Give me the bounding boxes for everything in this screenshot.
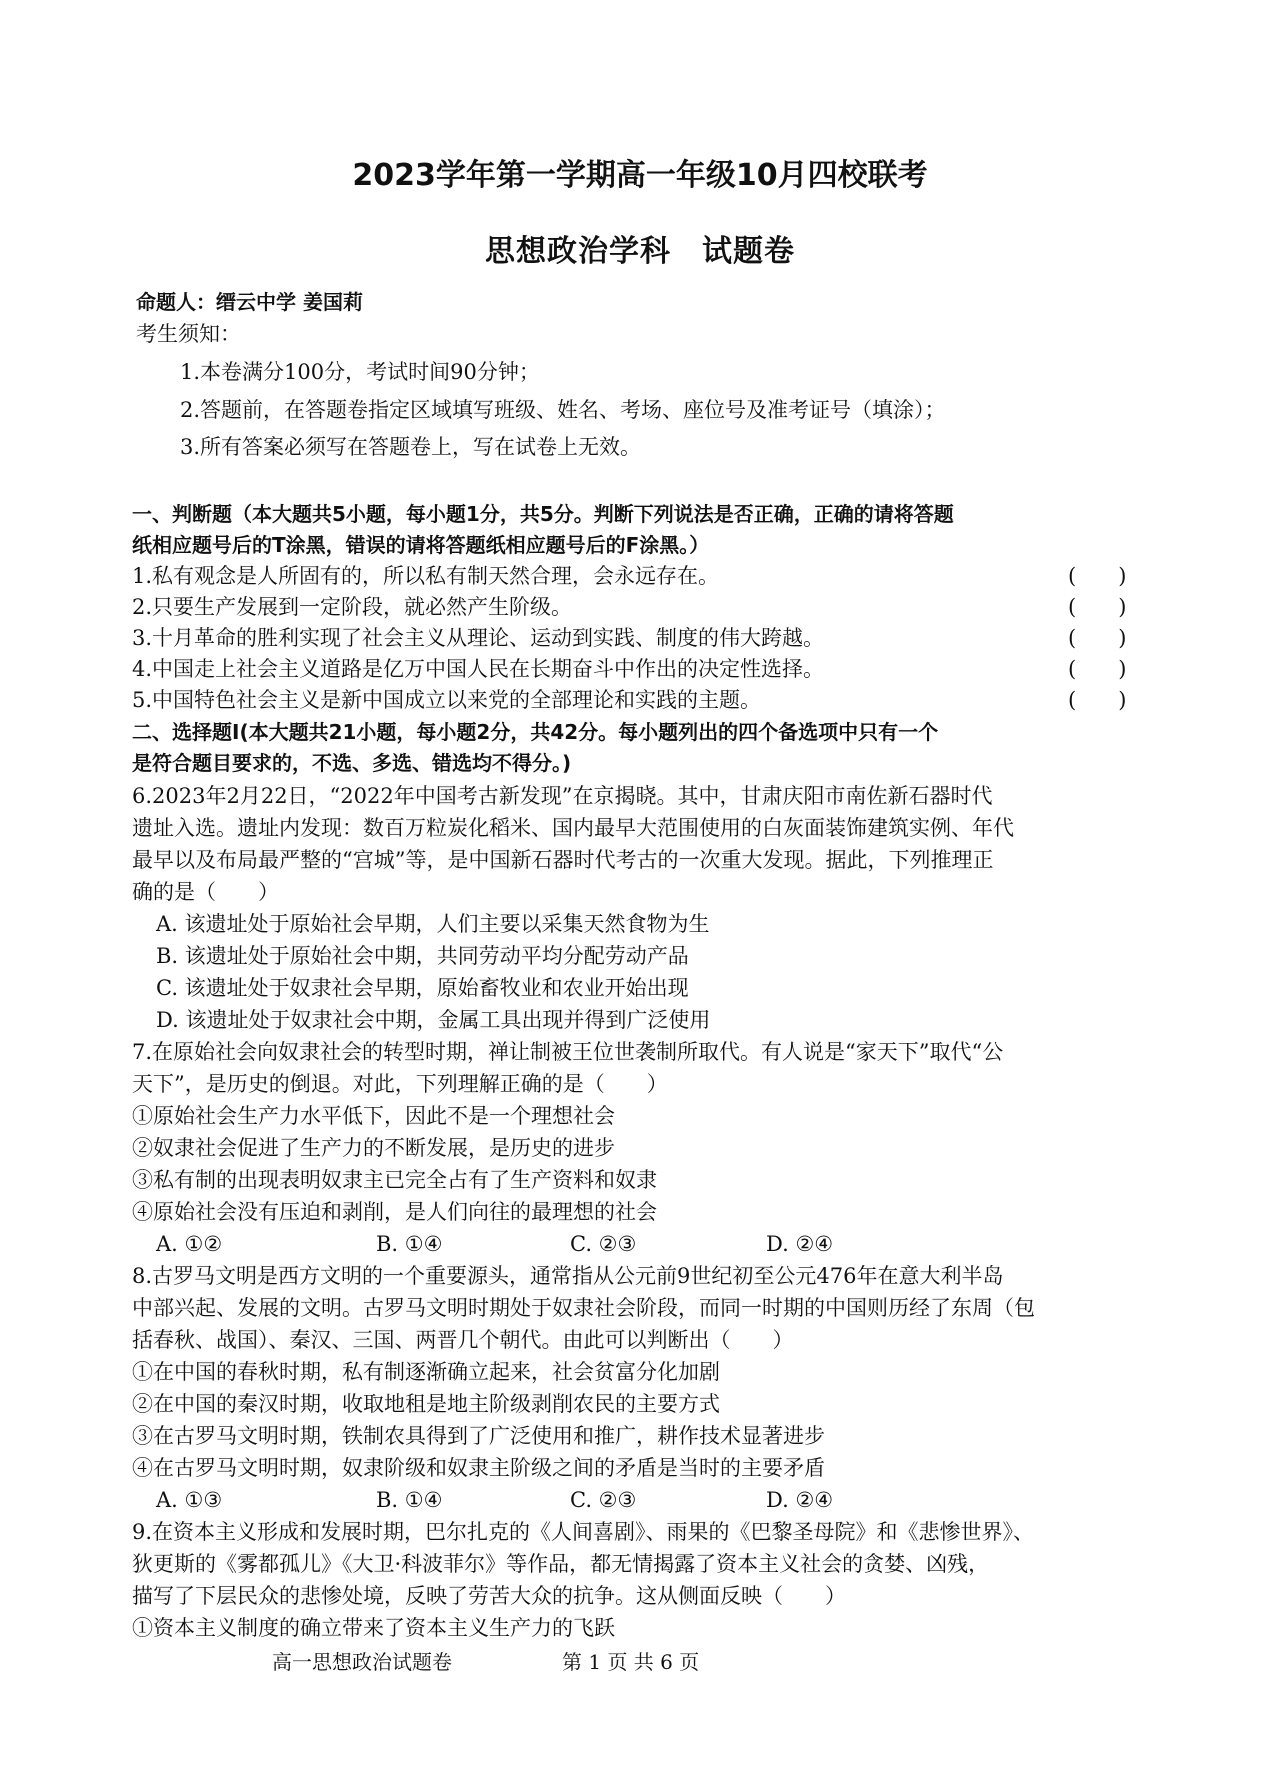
option-c: C. 该遗址处于奴隶社会早期，原始畜牧业和农业开始出现 [156,976,689,1000]
option-b: B. ①④ [376,1488,443,1512]
notice-item: 2.答题前，在答题卷指定区域填写班级、姓名、考场、座位号及准考证号（填涂）； [180,398,946,422]
option-d: D. 该遗址处于奴隶社会中期，金属工具出现并得到广泛使用 [156,1008,711,1032]
page-number: 第 1 页 共 6 页 [562,1650,700,1674]
author-line: 命题人：缙云中学 姜国莉 [136,290,363,314]
question-text: 中部兴起、发展的文明。古罗马文明时期处于奴隶社会阶段，而同一时期的中国则历经了东周（包 [132,1296,1035,1320]
exam-subtitle: 思想政治学科 试题卷 [485,234,795,269]
answer-paren: ( ) [1068,595,1127,619]
question-text: 描写了下层民众的悲惨处境，反映了劳苦大众的抗争。这从侧面反映（ ） [132,1584,846,1608]
statement: ①资本主义制度的确立带来了资本主义生产力的飞跃 [132,1616,615,1640]
answer-paren: ( ) [1068,688,1127,712]
question-text: 括春秋、战国）、秦汉、三国、两晋几个朝代。由此可以判断出（ ） [132,1328,794,1352]
statement: ④原始社会没有压迫和剥削，是人们向往的最理想的社会 [132,1200,657,1224]
option-d: D. ②④ [766,1232,834,1256]
question-text: 6.2023年2月22日，“2022年中国考古新发现”在京揭晓。其中，甘肃庆阳市南佐新石器时代 [132,784,993,808]
section1-heading: 纸相应题号后的T涂黑，错误的请将答题纸相应题号后的F涂黑。） [132,533,710,557]
section2-heading: 二、选择题Ⅰ(本大题共21小题，每小题2分，共42分。每小题列出的四个备选项中只有一个 [132,720,939,744]
judgement-item: 1.私有观念是人所固有的，所以私有制天然合理，会永远存在。 [132,564,720,588]
option-a: A. 该遗址处于原始社会早期，人们主要以采集天然食物为生 [156,912,710,936]
question-text: 天下”，是历史的倒退。对此，下列理解正确的是（ ） [132,1072,668,1096]
option-a: A. ①③ [156,1488,223,1512]
statement: ①在中国的春秋时期，私有制逐渐确立起来，社会贫富分化加剧 [132,1360,720,1384]
notice-item: 1.本卷满分100分，考试时间90分钟； [180,360,540,384]
question-text: 确的是（ ） [132,880,279,904]
option-c: C. ②③ [570,1232,637,1256]
statement: ②在中国的秦汉时期，收取地租是地主阶级剥削农民的主要方式 [132,1392,720,1416]
question-text: 9.在资本主义形成和发展时期，巴尔扎克的《人间喜剧》、雨果的《巴黎圣母院》和《悲惨世界》、 [132,1520,1035,1544]
exam-title: 2023学年第一学期高一年级10月四校联考 [352,158,928,193]
statement: ③在古罗马文明时期，铁制农具得到了广泛使用和推广，耕作技术显著进步 [132,1424,825,1448]
footer-title: 高一思想政治试题卷 [272,1650,452,1674]
question-text: 8.古罗马文明是西方文明的一个重要源头，通常指从公元前9世纪初至公元476年在意大利半岛 [132,1264,1004,1288]
option-c: C. ②③ [570,1488,637,1512]
answer-paren: ( ) [1068,626,1127,650]
section2-heading: 是符合题目要求的，不选、多选、错选均不得分。) [132,751,572,775]
question-text: 遗址入选。遗址内发现：数百万粒炭化稻米、国内最早大范围使用的白灰面装饰建筑实例、年代 [132,816,1014,840]
answer-paren: ( ) [1068,657,1127,681]
judgement-item: 4.中国走上社会主义道路是亿万中国人民在长期奋斗中作出的决定性选择。 [132,657,825,681]
statement: ④在古罗马文明时期，奴隶阶级和奴隶主阶级之间的矛盾是当时的主要矛盾 [132,1456,825,1480]
judgement-item: 3.十月革命的胜利实现了社会主义从理论、运动到实践、制度的伟大跨越。 [132,626,825,650]
statement: ③私有制的出现表明奴隶主已完全占有了生产资料和奴隶 [132,1168,657,1192]
notice-item: 3.所有答案必须写在答题卷上，写在试卷上无效。 [180,435,642,459]
answer-paren: ( ) [1068,564,1127,588]
notice-title: 考生须知： [136,322,241,346]
question-text: 7.在原始社会向奴隶社会的转型时期，禅让制被王位世袭制所取代。有人说是“家天下”取代“公 [132,1040,1004,1064]
judgement-item: 2.只要生产发展到一定阶段，就必然产生阶级。 [132,595,573,619]
option-d: D. ②④ [766,1488,834,1512]
statement: ①原始社会生产力水平低下，因此不是一个理想社会 [132,1104,615,1128]
statement: ②奴隶社会促进了生产力的不断发展，是历史的进步 [132,1136,615,1160]
question-text: 最早以及布局最严整的“宫城”等，是中国新石器时代考古的一次重大发现。据此，下列推理正 [132,848,994,872]
option-a: A. ①② [156,1232,223,1256]
judgement-item: 5.中国特色社会主义是新中国成立以来党的全部理论和实践的主题。 [132,688,762,712]
section1-heading: 一、判断题（本大题共5小题，每小题1分，共5分。判断下列说法是否正确，正确的请将答题 [132,502,954,526]
option-b: B. 该遗址处于原始社会中期，共同劳动平均分配劳动产品 [156,944,689,968]
option-b: B. ①④ [376,1232,443,1256]
question-text: 狄更斯的《雾都孤儿》《大卫·科波菲尔》等作品，都无情揭露了资本主义社会的贪婪、凶残， [132,1552,990,1576]
